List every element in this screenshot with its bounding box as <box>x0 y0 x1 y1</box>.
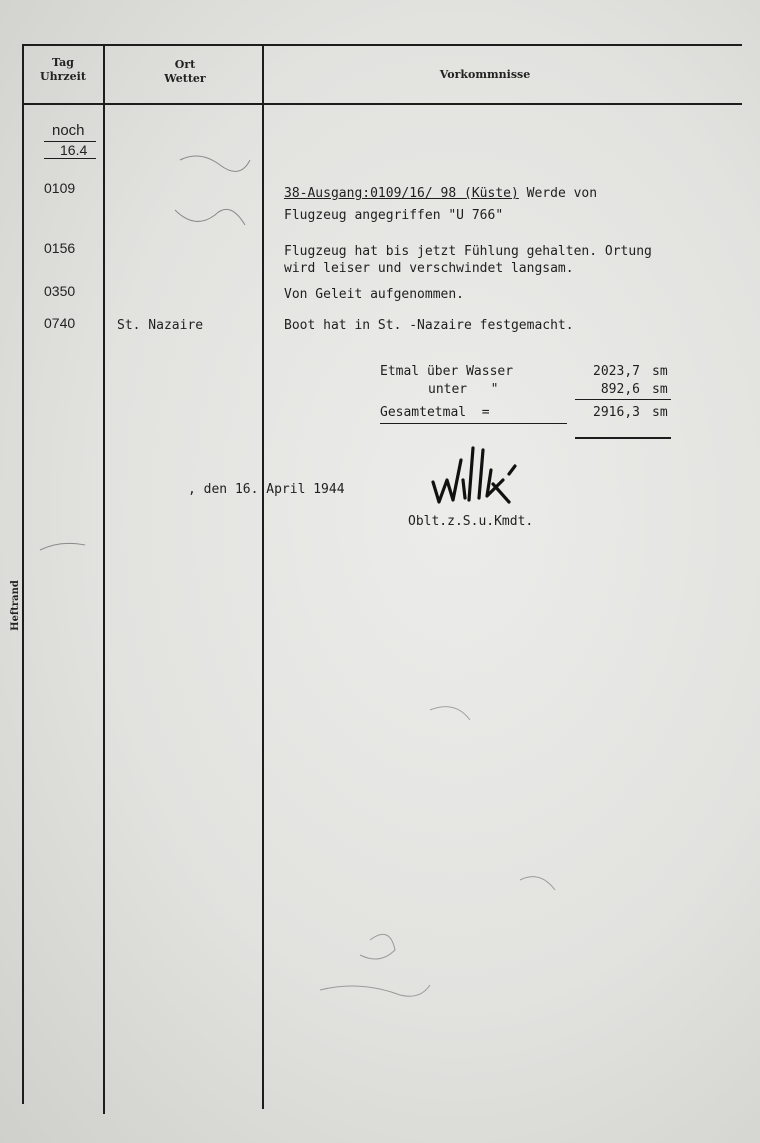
summary-row1-unit: sm <box>652 364 668 379</box>
date-marker-line1: noch <box>52 122 85 139</box>
signature-date-line: , den 16. April 1944 <box>188 482 345 497</box>
summary-row3-value: 2916,3 <box>593 405 640 420</box>
entry-text: Flugzeug hat bis jetzt Fühlung gehalten. Ortung <box>284 244 652 259</box>
header-col-date-line1: Tag <box>52 56 74 69</box>
entry-text: Von Geleit aufgenommen. <box>284 287 465 302</box>
entry-time: 0109 <box>44 180 76 196</box>
entry-place: St. Nazaire <box>117 318 204 333</box>
header-col-place-line2: Wetter <box>164 72 206 85</box>
summary-row3-label: Gesamtetmal = <box>380 405 490 420</box>
entry-text-underlined: 38-Ausgang:0109/16/ 98 (Küste) <box>284 186 519 201</box>
header-col-date-line2: Uhrzeit <box>40 70 86 83</box>
date-marker-line2: 16.4 <box>60 142 88 158</box>
entry-text: Flugzeug angegriffen "U 766" <box>284 208 504 223</box>
entry-time: 0350 <box>44 283 76 299</box>
summary-row2-value: 892,6 <box>600 382 640 397</box>
summary-row2-label: unter " <box>428 382 499 397</box>
header-col-events: Vorkommnisse <box>439 68 531 81</box>
summary-row2-unit: sm <box>652 382 668 397</box>
signature-rank: Oblt.z.S.u.Kmdt. <box>408 514 534 529</box>
summary-row1-label: Etmal über Wasser <box>380 364 514 379</box>
header-col-place-line1: Ort <box>174 58 196 71</box>
margin-label: Heftrand <box>9 580 21 631</box>
entry-text: Boot hat in St. -Nazaire festgemacht. <box>284 318 574 333</box>
summary-row3-unit: sm <box>652 405 668 420</box>
summary-row1-value: 2023,7 <box>593 364 640 379</box>
entry-text: wird leiser und verschwindet langsam. <box>284 261 574 276</box>
entry-text-rest: Werde von <box>518 186 598 201</box>
entry-time: 0156 <box>44 240 76 256</box>
entry-time: 0740 <box>44 315 76 331</box>
